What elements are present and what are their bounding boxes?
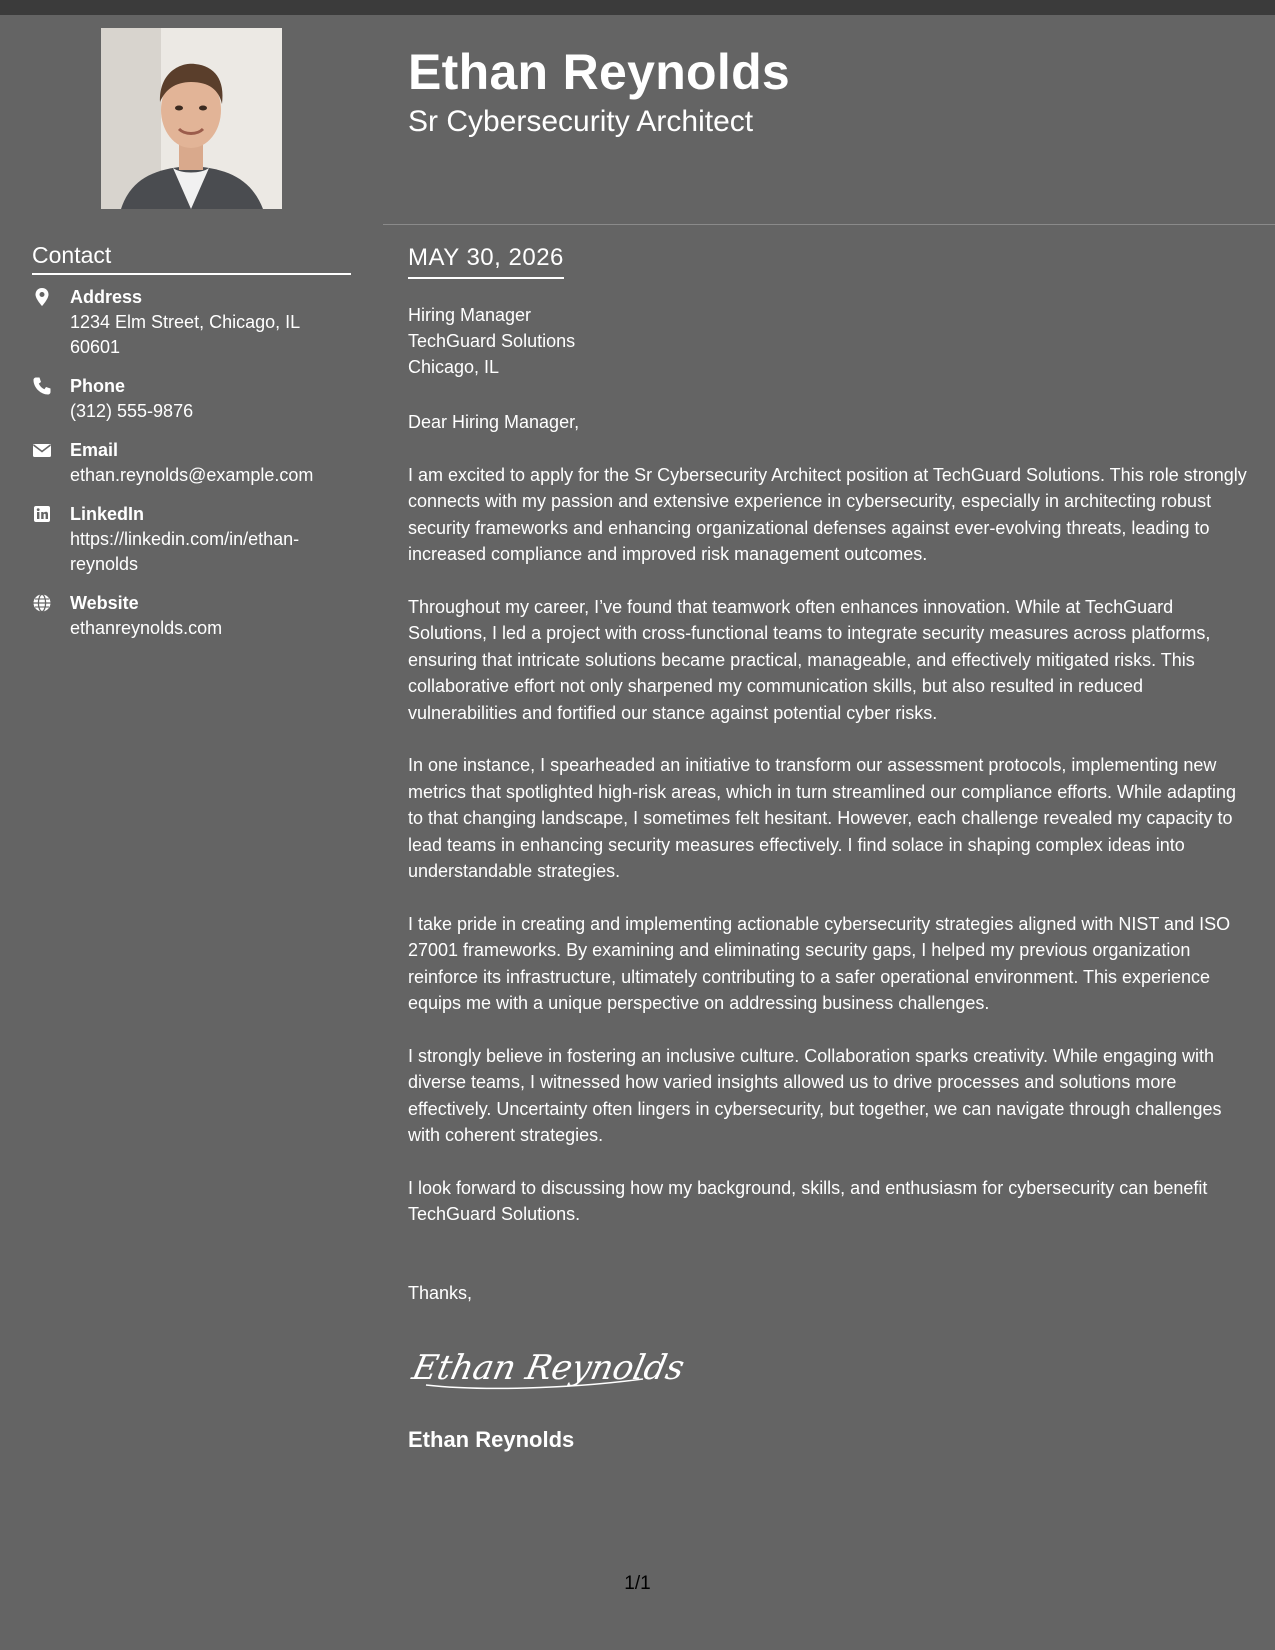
- phone-icon: [32, 376, 52, 396]
- top-bar: [0, 0, 1275, 15]
- body-paragraph: I take pride in creating and implementing actionable cybersecurity strategies aligned with NIST and ISO 27001 frameworks. By examining and eliminating security gaps, I helped my previous organization reinforce its infrastructure, ultimately contributing to a safer operational environment. This experience equips me with a unique perspective on addressing business challenges.: [408, 913, 1231, 1013]
- body-paragraph: I am excited to apply for the Sr Cybersecurity Architect position at TechGuard Solutions. This role strongly connects with my passion and extensive experience in cybersecurity, especially in architecting robust security frameworks and enhancing organizational defenses against ever-evolving threats, leading to increased compliance and improved risk management outcomes.: [408, 464, 1247, 564]
- map-pin-icon: [32, 287, 52, 307]
- profile-photo: [101, 28, 282, 209]
- phone-value: (312) 555-9876: [70, 401, 194, 421]
- body-paragraph: I look forward to discussing how my background, skills, and enthusiasm for cybersecurity can benefit TechGuard Solutions.: [408, 1177, 1208, 1224]
- contact-label: Email: [70, 440, 119, 460]
- page-number: 1/1: [624, 1573, 651, 1594]
- contact-address: [32, 285, 352, 360]
- body-paragraph: I strongly believe in fostering an inclusive culture. Collaboration sparks creativity. While engaging with diverse teams, I witnessed how varied insights allowed us to drive processes and solutions more effectively. Uncertainty often lingers in cybersecurity, but together, we can navigate through challenges with coherent strategies.: [408, 1045, 1222, 1145]
- letter-date: MAY 30, 2026: [408, 242, 564, 279]
- svg-text:Ethan Reynolds: Ethan Reynolds: [408, 1348, 688, 1388]
- recipient-block: [408, 302, 575, 380]
- globe-icon: [32, 593, 52, 613]
- body-paragraph: Throughout my career, I’ve found that teamwork often enhances innovation. While at TechGuard Solutions, I led a project with cross-functional teams to integrate security measures across platforms, ensuring that intricate solutions became practical, manageable, and effectively mitigated risks. This collaborative effort not only sharpened my communication skills, but also resulted in reduced vulnerabilities and fortified our stance against potential cyber risks.: [408, 596, 1211, 723]
- contact-list: [32, 285, 352, 655]
- applicant-title: Sr Cybersecurity Architect: [408, 105, 754, 138]
- recipient-line: Hiring Manager: [408, 305, 532, 325]
- applicant-name: Ethan Reynolds: [408, 44, 791, 100]
- header-divider: [383, 224, 1275, 225]
- contact-label: LinkedIn: [70, 504, 145, 524]
- signed-name: Ethan Reynolds: [408, 1427, 575, 1452]
- closing: Thanks,: [408, 1283, 473, 1303]
- contact-label: Website: [70, 593, 139, 613]
- contact-linkedin[interactable]: [32, 502, 352, 577]
- contact-label: Phone: [70, 376, 126, 396]
- sidebar: [0, 15, 383, 1650]
- handwritten-signature: [408, 1335, 688, 1402]
- contact-email[interactable]: [32, 438, 352, 488]
- contact-heading: Contact: [32, 241, 351, 275]
- recipient-line: Chicago, IL: [408, 357, 500, 377]
- contact-phone: [32, 374, 352, 424]
- recipient-line: TechGuard Solutions: [408, 331, 576, 351]
- linkedin-icon: [32, 504, 52, 524]
- website-link[interactable]: ethanreynolds.com: [70, 618, 223, 638]
- address-value: 1234 Elm Street, Chicago, IL 60601: [70, 312, 300, 357]
- linkedin-link[interactable]: https://linkedin.com/in/ethan-reynolds: [70, 529, 300, 574]
- body-paragraph: In one instance, I spearheaded an initiative to transform our assessment protocols, implementing new metrics that spotlighted high-risk areas, which in turn streamlined our compliance efforts. While adapting to that changing landscape, I sometimes felt hesitant. However, each challenge revealed my capacity to lead teams in enhancing security measures effectively. I find solace in shaping complex ideas into understandable strategies.: [408, 755, 1237, 881]
- envelope-icon: [32, 440, 52, 460]
- letter-body: [408, 409, 1253, 1254]
- email-link[interactable]: ethan.reynolds@example.com: [70, 465, 314, 485]
- salutation: Dear Hiring Manager,: [408, 412, 580, 432]
- contact-label: Address: [70, 287, 143, 307]
- contact-website[interactable]: [32, 591, 352, 641]
